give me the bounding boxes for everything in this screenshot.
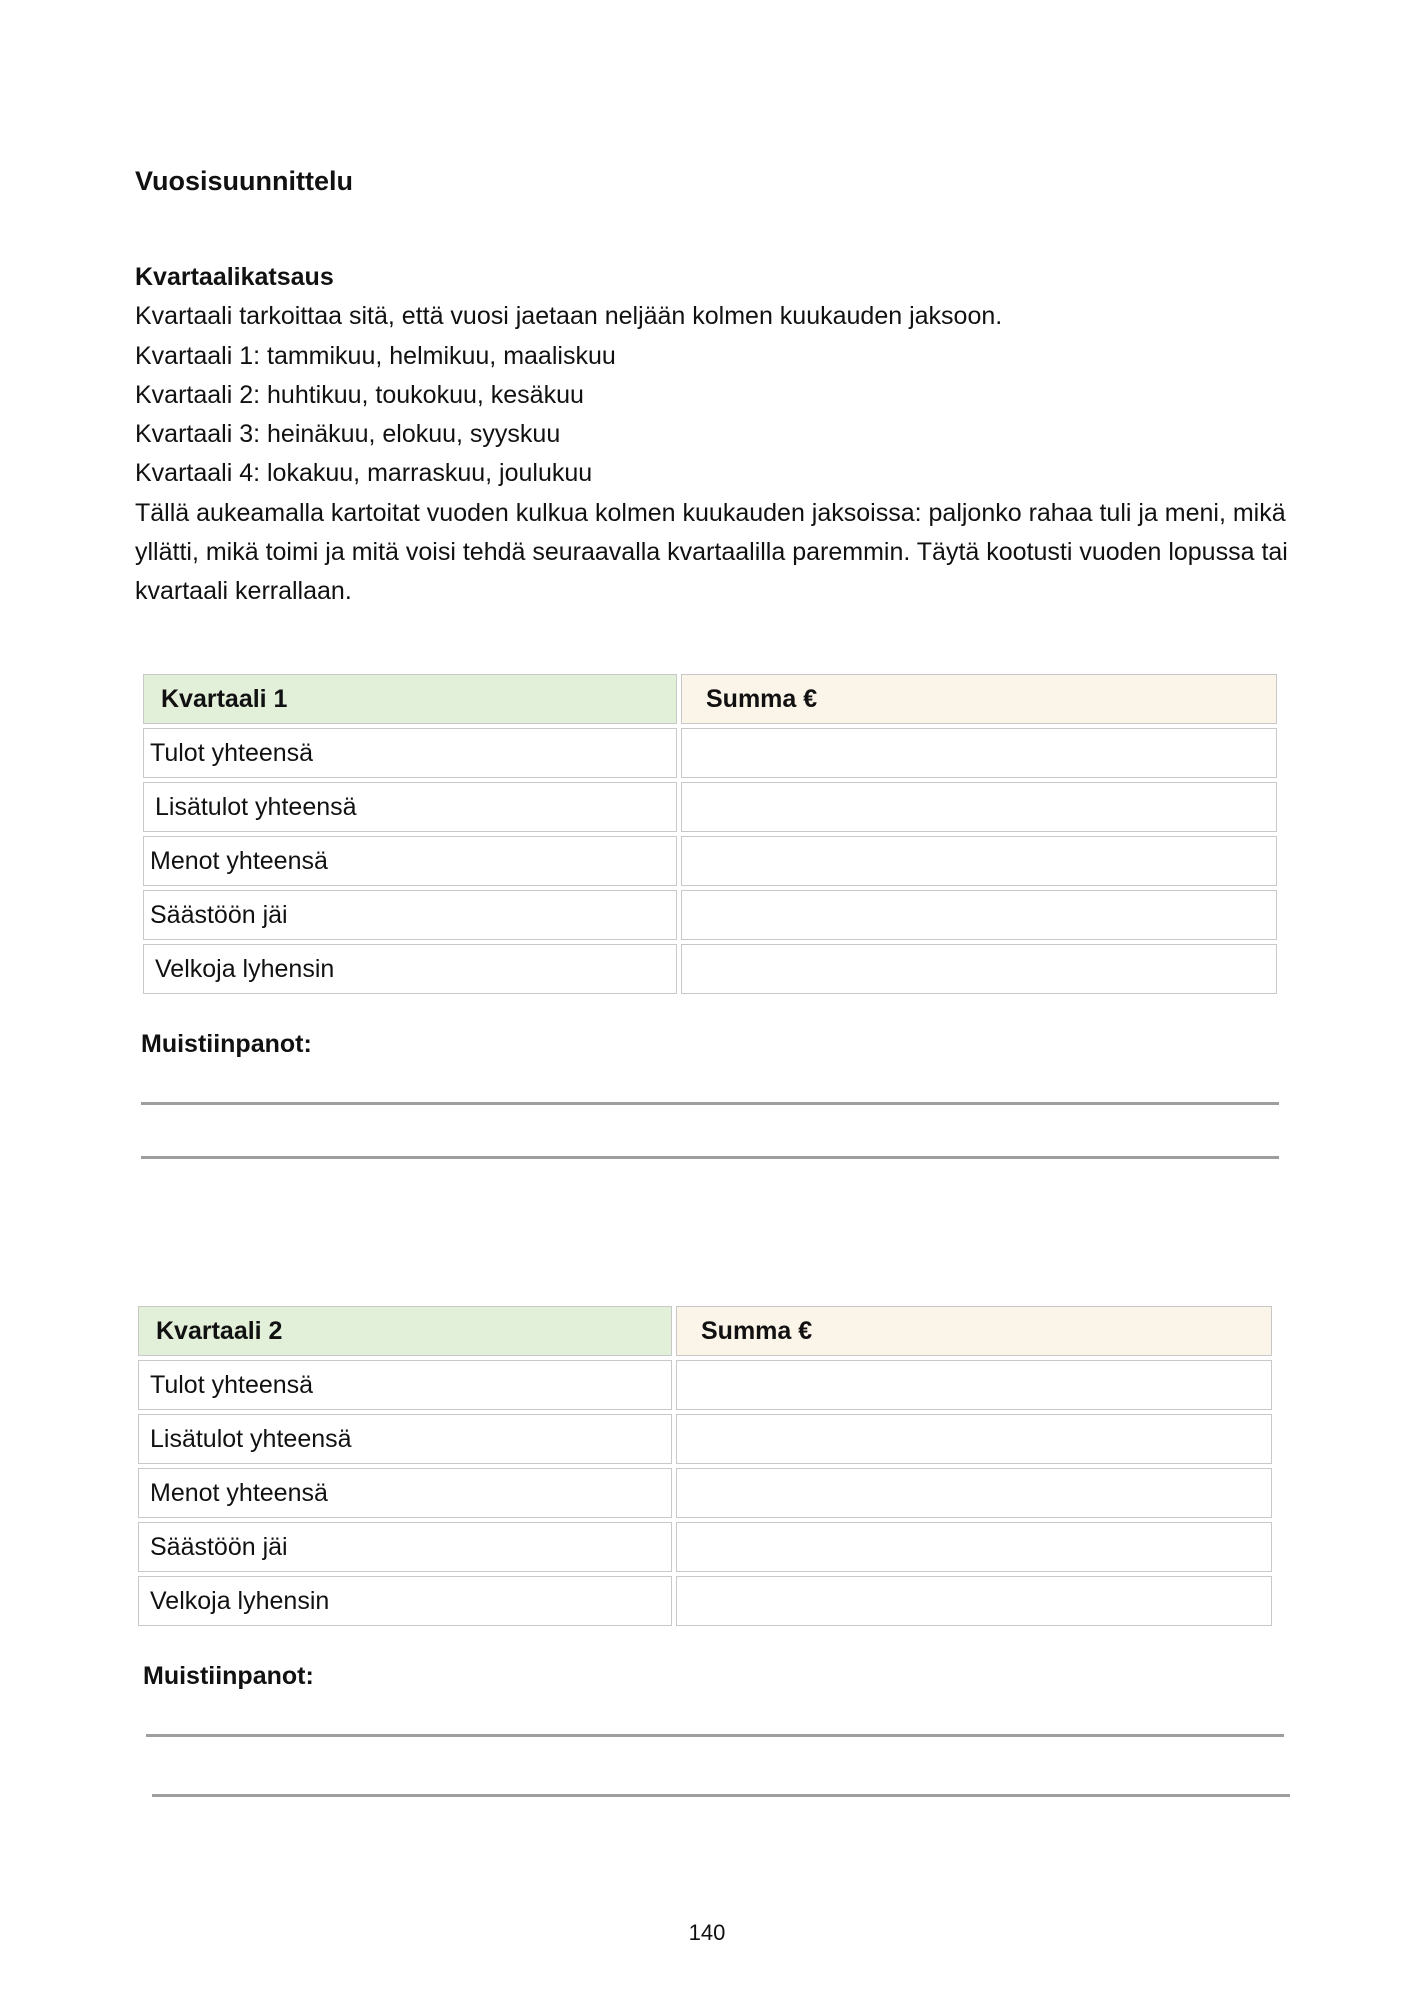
table-row: [143, 890, 1277, 940]
row-label: Menot yhteensä: [138, 1468, 672, 1518]
row-label: Säästöön jäi: [138, 1522, 672, 1572]
row-label: Tulot yhteensä: [138, 1360, 672, 1410]
table-header-row: [143, 674, 1277, 724]
table-row: [138, 1522, 1272, 1572]
table-row: [143, 782, 1277, 832]
page-title: Vuosisuunnittelu: [135, 166, 353, 196]
sum-header: Summa €: [676, 1306, 1272, 1356]
quarter-1-table: [139, 670, 1281, 998]
row-label: Velkoja lyhensin: [143, 944, 677, 994]
row-label: Menot yhteensä: [143, 836, 677, 886]
intro-line: Kvartaali tarkoittaa sitä, että vuosi jaetaan neljään kolmen kuukauden jaksoon.: [135, 302, 1003, 331]
table-row: [143, 836, 1277, 886]
sum-field[interactable]: [676, 1360, 1272, 1410]
quarter-2-table: [134, 1302, 1276, 1630]
note-line[interactable]: [141, 1102, 1279, 1105]
sum-header: Summa €: [681, 674, 1277, 724]
sum-field[interactable]: [681, 836, 1277, 886]
intro-line: Kvartaali 1: tammikuu, helmikuu, maaliskuu: [135, 341, 616, 370]
sum-field[interactable]: [681, 728, 1277, 778]
quarter-header: Kvartaali 2: [138, 1306, 672, 1356]
sum-field[interactable]: [676, 1522, 1272, 1572]
row-label: Lisätulot yhteensä: [143, 782, 677, 832]
row-label: Säästöön jäi: [143, 890, 677, 940]
row-label: Tulot yhteensä: [143, 728, 677, 778]
sum-field[interactable]: [681, 944, 1277, 994]
table-row: [143, 944, 1277, 994]
intro-line: Kvartaali 4: lokakuu, marraskuu, joulukuu: [135, 459, 593, 488]
table-row: [138, 1414, 1272, 1464]
intro-line: Kvartaali 3: heinäkuu, elokuu, syyskuu: [135, 420, 561, 449]
sum-field[interactable]: [676, 1468, 1272, 1518]
sum-field[interactable]: [681, 782, 1277, 832]
note-line[interactable]: [146, 1734, 1284, 1737]
table-row: [138, 1576, 1272, 1626]
quarter-header: Kvartaali 1: [143, 674, 677, 724]
intro-heading: Kvartaalikatsaus: [135, 263, 334, 291]
intro-paragraph: Tällä aukeamalla kartoitat vuoden kulkua kolmen kuukauden jaksoissa: paljonko rahaa tuli ja meni, mikä yllätti, mikä toimi ja mitä voisi tehdä seuraavalla kvartaalilla paremmin. Täytä kootusti vuoden lopussa tai kvartaali kerrallaan.: [135, 498, 1288, 606]
sum-field[interactable]: [676, 1414, 1272, 1464]
sum-field[interactable]: [681, 890, 1277, 940]
notes-label: Muistiinpanot:: [141, 1030, 312, 1058]
sum-field[interactable]: [676, 1576, 1272, 1626]
note-line[interactable]: [141, 1156, 1279, 1159]
table-header-row: [138, 1306, 1272, 1356]
row-label: Velkoja lyhensin: [138, 1576, 672, 1626]
page-number: 140: [688, 1920, 726, 1945]
table-row: [138, 1360, 1272, 1410]
table-row: [138, 1468, 1272, 1518]
intro-line: Kvartaali 2: huhtikuu, toukokuu, kesäkuu: [135, 380, 584, 409]
table-row: [143, 728, 1277, 778]
row-label: Lisätulot yhteensä: [138, 1414, 672, 1464]
intro-section: [135, 258, 1295, 612]
notes-label: Muistiinpanot:: [143, 1662, 314, 1690]
note-line[interactable]: [152, 1794, 1290, 1797]
